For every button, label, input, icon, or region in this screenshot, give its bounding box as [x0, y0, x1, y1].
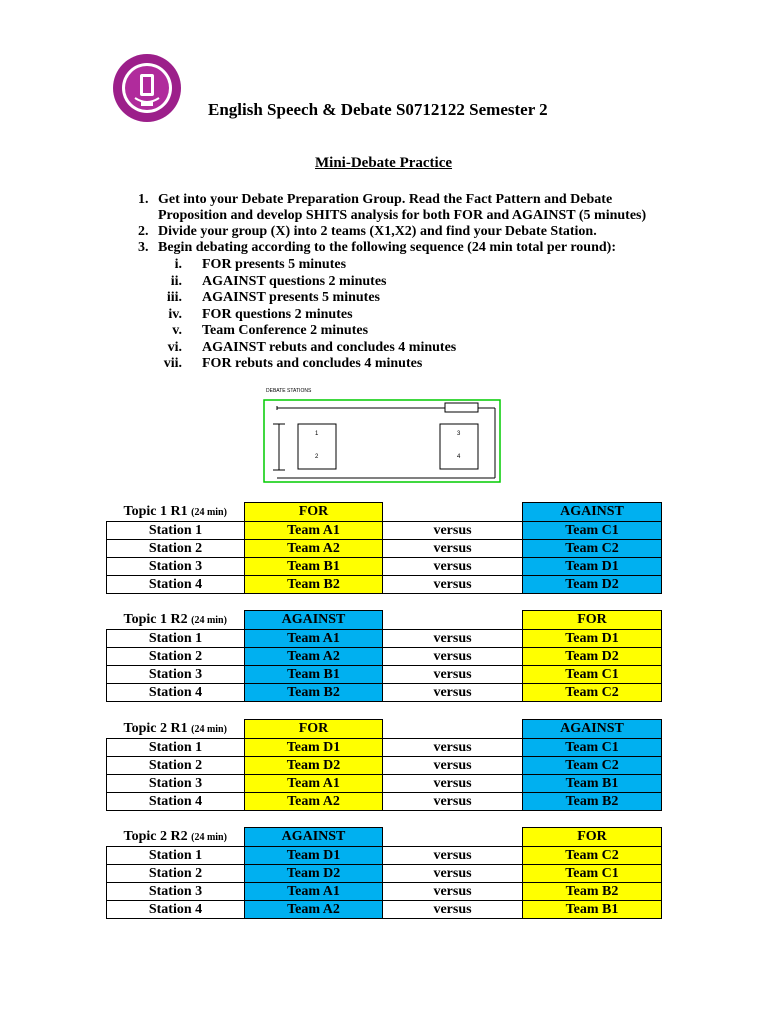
- table-cell: versus: [383, 539, 523, 557]
- table-cell: Team B1: [523, 900, 662, 918]
- table-cell: Team C2: [523, 683, 662, 701]
- table-row: [107, 864, 662, 882]
- table-cell: Team B1: [245, 665, 383, 683]
- table-cell: Station 2: [107, 756, 245, 774]
- round-table-topic2-r1: [106, 719, 662, 811]
- table-cell: Station 4: [107, 575, 245, 593]
- table-cell: Station 2: [107, 864, 245, 882]
- table-row: [107, 756, 662, 774]
- table-cell: versus: [383, 521, 523, 539]
- table-cell: versus: [383, 864, 523, 882]
- table-cell: versus: [383, 774, 523, 792]
- table-row: [107, 774, 662, 792]
- table-cell: Station 2: [107, 539, 245, 557]
- document-title: English Speech & Debate S0712122 Semester 2: [208, 100, 548, 119]
- table-cell: [383, 611, 523, 630]
- table-row: [107, 792, 662, 810]
- side-against-header: AGAINST: [245, 828, 383, 847]
- sequence-item: iii. AGAINST presents 5 minutes: [166, 290, 381, 305]
- side-for-header: FOR: [245, 720, 383, 739]
- table-row: [107, 575, 662, 593]
- table-cell: Team A2: [245, 539, 383, 557]
- station-label: 3: [457, 431, 461, 437]
- instruction-step: 3. Begin debating according to the following sequence (24 min total per round):: [138, 240, 616, 255]
- side-against-header: AGAINST: [523, 720, 662, 739]
- table-cell: versus: [383, 647, 523, 665]
- sequence-item: vi. AGAINST rebuts and concludes 4 minutes: [167, 339, 457, 355]
- instruction-step: 1. Get into your Debate Preparation Group. Read the Fact Pattern and Debate Proposition and develop SHITS analysis for both FOR and AGAINST (5 minutes): [138, 192, 647, 223]
- table-cell: versus: [383, 792, 523, 810]
- table-cell: Team D1: [245, 738, 383, 756]
- table-row: [107, 647, 662, 665]
- table-cell: Team D2: [245, 756, 383, 774]
- table-cell: Station 4: [107, 683, 245, 701]
- table-cell: Team B2: [245, 683, 383, 701]
- table-cell: Team B2: [245, 575, 383, 593]
- sequence-item: ii. AGAINST questions 2 minutes: [170, 273, 387, 289]
- side-for-header: FOR: [523, 828, 662, 847]
- side-against-header: AGAINST: [245, 611, 383, 630]
- sequence-item: iv. FOR questions 2 minutes: [168, 306, 353, 322]
- table-row: [107, 557, 662, 575]
- table-cell: Team B1: [245, 557, 383, 575]
- table-cell: Team B1: [523, 774, 662, 792]
- table-cell: Team D1: [523, 557, 662, 575]
- round-table-topic1-r1: [106, 502, 662, 594]
- round-label: Topic 2 R2 (24 min): [123, 828, 227, 844]
- table-row: [107, 629, 662, 647]
- table-cell: versus: [383, 629, 523, 647]
- table-cell: versus: [383, 557, 523, 575]
- table-row: [107, 539, 662, 557]
- table-cell: Team C1: [523, 738, 662, 756]
- table-cell: Team A2: [245, 900, 383, 918]
- table-cell: Team C2: [523, 846, 662, 864]
- table-cell: Station 3: [107, 774, 245, 792]
- table-cell: Team D2: [523, 647, 662, 665]
- table-cell: Station 4: [107, 792, 245, 810]
- station-label: 1: [315, 431, 319, 437]
- table-row: [107, 900, 662, 918]
- side-against-header: AGAINST: [523, 503, 662, 522]
- table-cell: [383, 503, 523, 522]
- round-label: Topic 1 R2 (24 min): [123, 611, 227, 627]
- sequence-list: [138, 257, 658, 373]
- table-row: [107, 521, 662, 539]
- table-cell: Team A1: [245, 629, 383, 647]
- table-cell: Station 3: [107, 882, 245, 900]
- table-cell: versus: [383, 900, 523, 918]
- table-cell: [383, 720, 523, 739]
- side-for-header: FOR: [523, 611, 662, 630]
- table-row: [107, 846, 662, 864]
- table-cell: Team A1: [245, 774, 383, 792]
- table-cell: versus: [383, 575, 523, 593]
- table-cell: versus: [383, 756, 523, 774]
- table-cell: Team B2: [523, 792, 662, 810]
- table-cell: Team D1: [245, 846, 383, 864]
- table-cell: versus: [383, 846, 523, 864]
- table-row: [107, 738, 662, 756]
- table-cell: Station 1: [107, 738, 245, 756]
- table-cell: Team A2: [245, 647, 383, 665]
- table-row: [107, 665, 662, 683]
- table-row: [107, 683, 662, 701]
- round-table-topic1-r2: [106, 610, 662, 702]
- sequence-item: vii. FOR rebuts and concludes 4 minutes: [163, 356, 423, 371]
- table-cell: Team C1: [523, 665, 662, 683]
- table-cell: Team B2: [523, 882, 662, 900]
- table-row: [107, 882, 662, 900]
- instructions-list: [138, 192, 658, 373]
- round-table-topic2-r2: [106, 827, 662, 919]
- table-cell: Team C1: [523, 864, 662, 882]
- table-cell: Station 1: [107, 521, 245, 539]
- table-cell: Station 4: [107, 900, 245, 918]
- table-cell: versus: [383, 683, 523, 701]
- sequence-item: i. FOR presents 5 minutes: [174, 257, 347, 272]
- table-cell: Team C2: [523, 756, 662, 774]
- table-cell: Team D1: [523, 629, 662, 647]
- table-cell: Station 1: [107, 846, 245, 864]
- station-label: 4: [457, 454, 461, 460]
- sequence-item: v. Team Conference 2 minutes: [172, 323, 369, 338]
- round-label: Topic 2 R1 (24 min): [123, 720, 227, 736]
- table-cell: [383, 828, 523, 847]
- table-cell: Station 3: [107, 665, 245, 683]
- table-cell: versus: [383, 738, 523, 756]
- table-cell: Team D2: [523, 575, 662, 593]
- table-cell: Station 2: [107, 647, 245, 665]
- section-title: Mini-Debate Practice: [315, 155, 453, 171]
- diagram-title: DEBATE STATIONS: [266, 388, 312, 394]
- university-logo: [111, 52, 183, 124]
- table-cell: versus: [383, 882, 523, 900]
- table-cell: Team A2: [245, 792, 383, 810]
- station-label: 2: [315, 454, 319, 460]
- table-cell: versus: [383, 665, 523, 683]
- table-cell: Team A1: [245, 521, 383, 539]
- round-label: Topic 1 R1 (24 min): [123, 503, 227, 519]
- table-cell: Team A1: [245, 882, 383, 900]
- debate-stations-diagram: [263, 388, 503, 484]
- table-cell: Team C2: [523, 539, 662, 557]
- side-for-header: FOR: [245, 503, 383, 522]
- table-cell: Team C1: [523, 521, 662, 539]
- instruction-step: 2. Divide your group (X) into 2 teams (X1,X2) and find your Debate Station.: [138, 224, 597, 239]
- table-cell: Station 3: [107, 557, 245, 575]
- table-cell: Station 1: [107, 629, 245, 647]
- table-cell: Team D2: [245, 864, 383, 882]
